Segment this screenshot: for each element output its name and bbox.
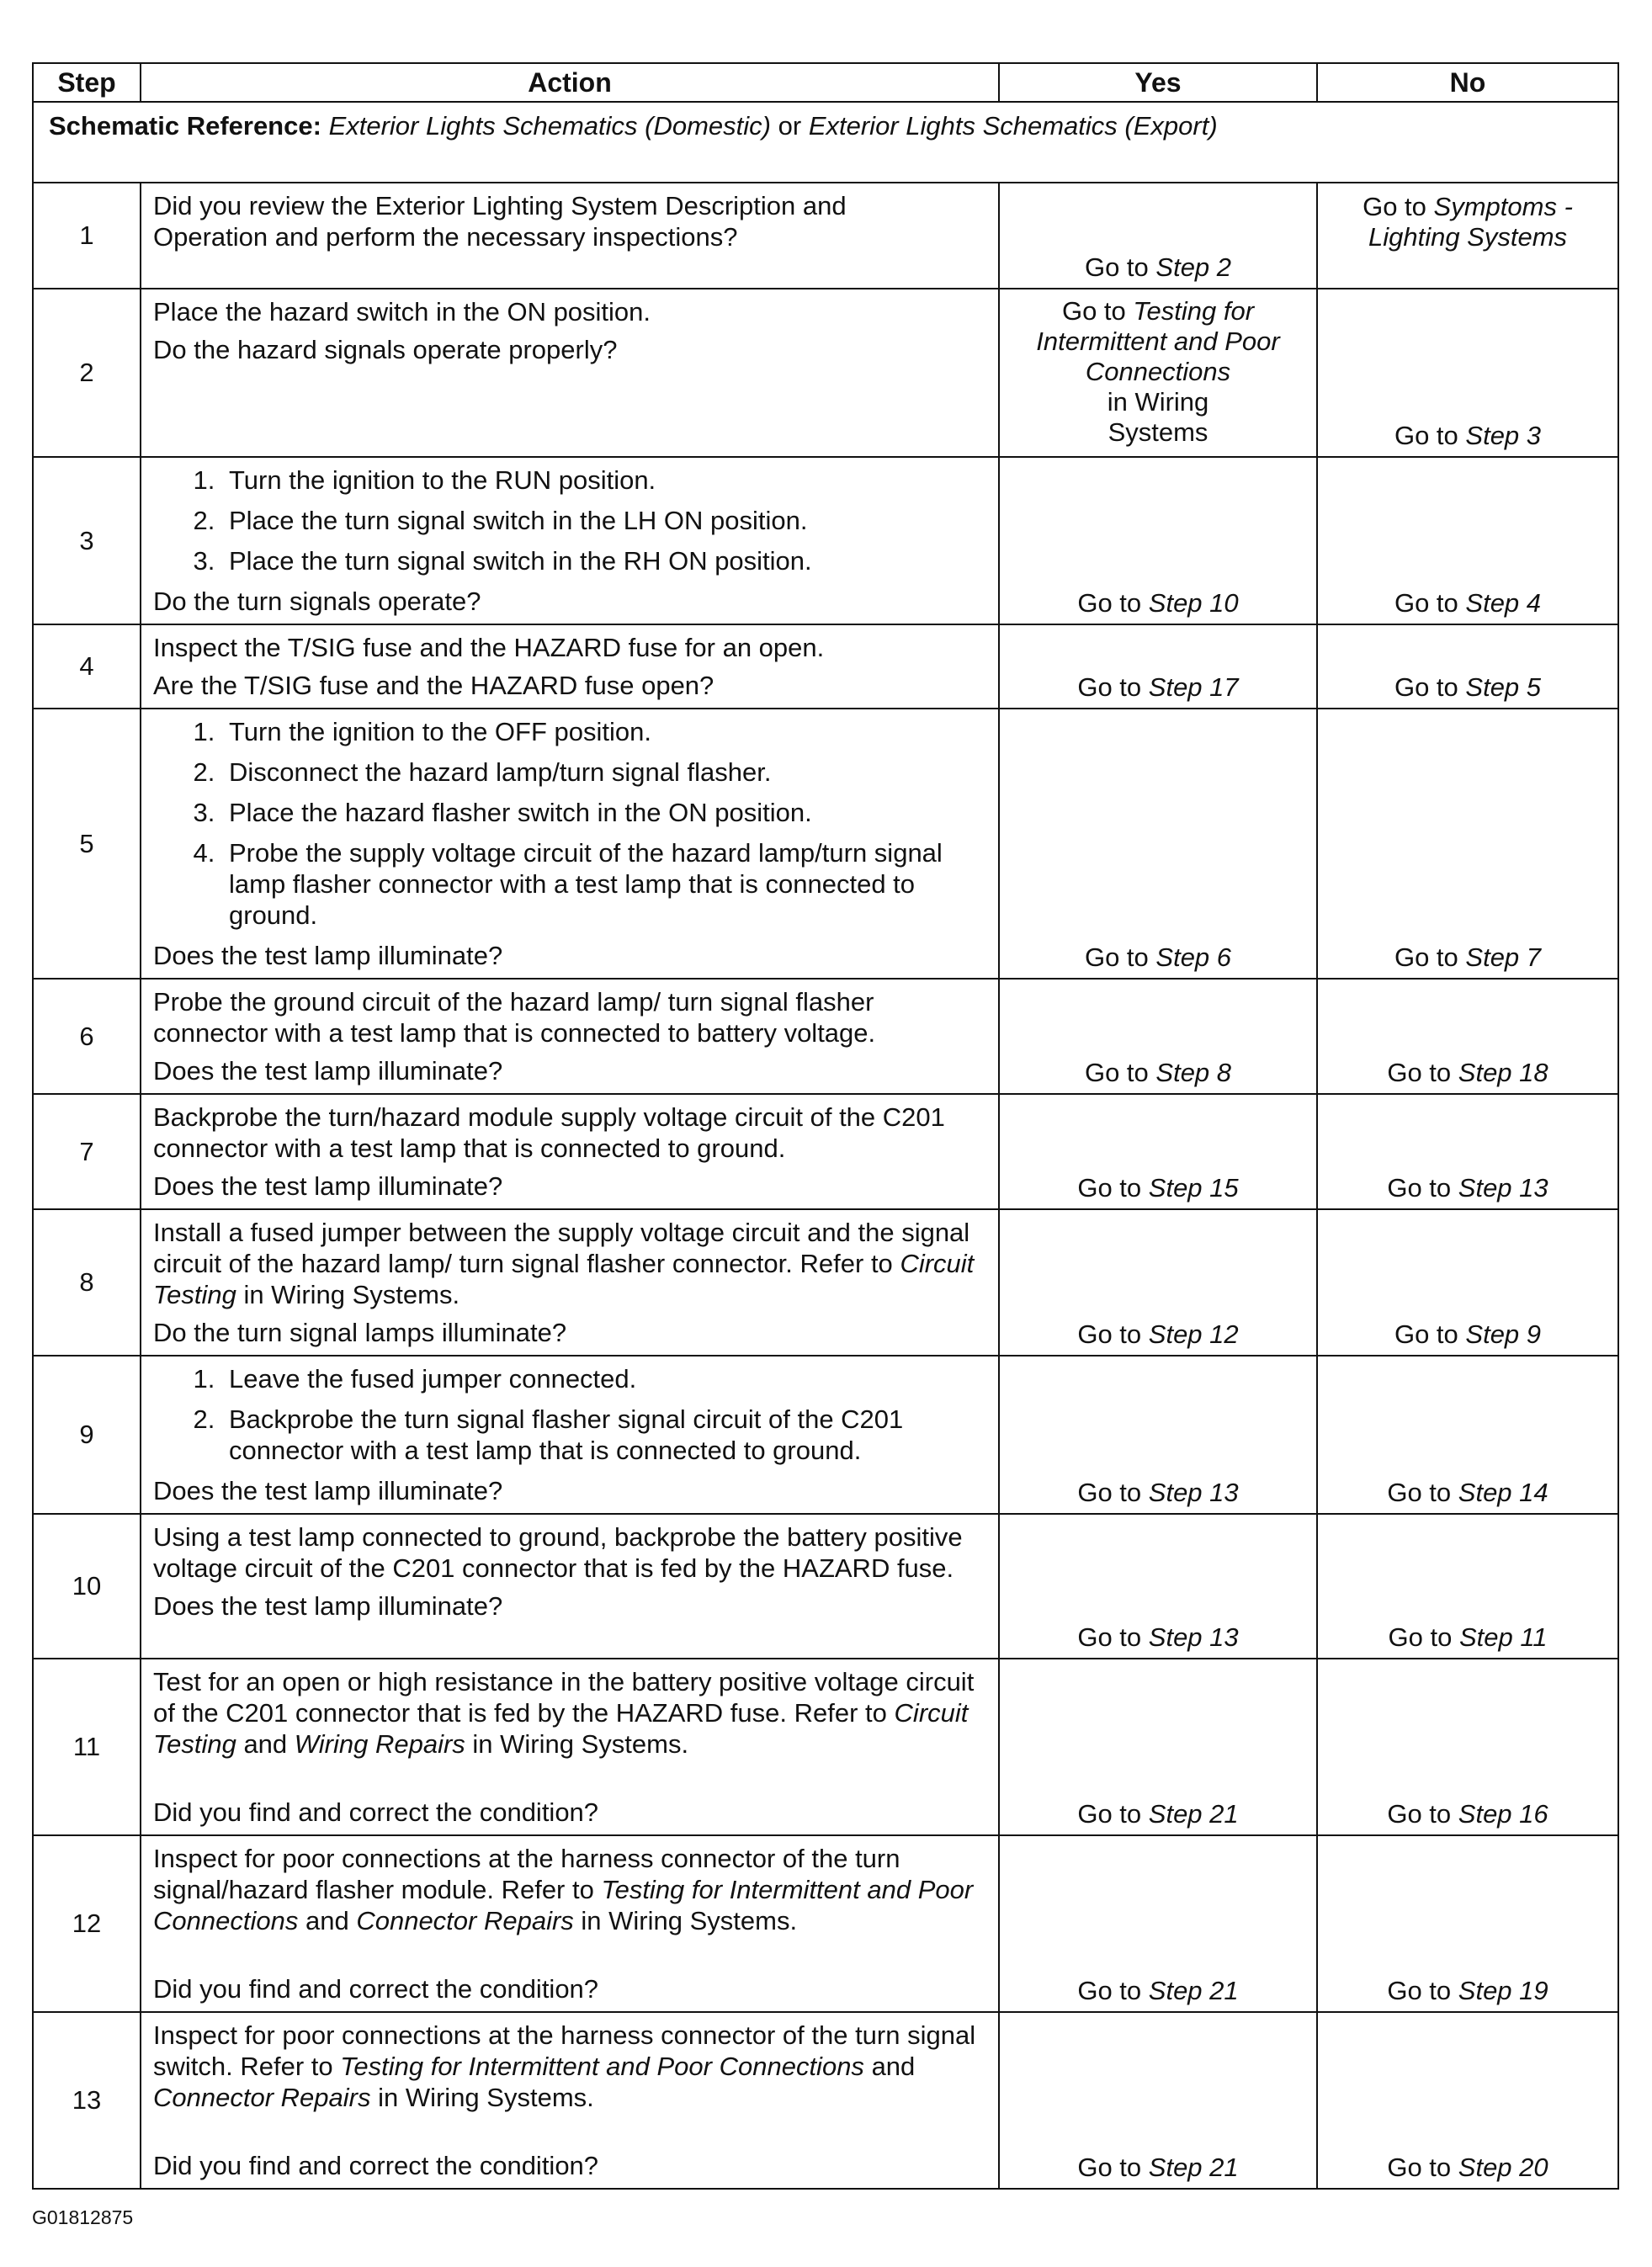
table-row [33,1514,1618,1659]
action-text: Using a test lamp connected to ground, backprobe the battery positive voltage circuit of the C201 connector that is fed by the HAZARD fuse. [153,1522,963,1583]
testing-link[interactable]: Testing for Intermittent and Poor Connections [340,2052,864,2081]
step-link[interactable]: Step 21 [1148,1799,1239,1829]
header-yes: Yes [999,63,1317,102]
action-cell: Install a fused jumper between the supply voltage circuit and the signal circuit of the hazard lamp/ turn signal flasher connector. Refer to Circuit Testing in Wiring Systems. Do the turn signal lamps illuminate? [141,1209,999,1356]
header-no: No [1317,63,1618,102]
diagnostic-table [32,62,1619,2190]
yes-cell: Go to Step 12 [999,1209,1317,1356]
step-link[interactable]: Step 9 [1465,1319,1542,1349]
action-cell [141,709,999,979]
header-row [33,63,1618,102]
substep: 1. Turn the ignition to the RUN position. [222,465,986,496]
substep: 1. Turn the ignition to the OFF position. [222,716,986,747]
step-link[interactable]: Step 15 [1148,1173,1239,1203]
step-link[interactable]: Step 10 [1148,588,1239,618]
step-number: 1 [33,183,141,289]
action-cell [141,1356,999,1514]
header-action: Action [141,63,999,102]
step-link[interactable]: Step 13 [1458,1173,1548,1203]
no-cell: Go to Step 5 [1317,624,1618,709]
connector-repairs-link[interactable]: Connector Repairs [356,1906,574,1935]
substep-list [153,716,986,931]
table-row [33,624,1618,709]
yes-cell: Go to Step 21 [999,1659,1317,1835]
step-link[interactable]: Step 13 [1148,1622,1239,1652]
step-link[interactable]: Step 21 [1148,2153,1239,2182]
step-link[interactable]: Step 5 [1465,672,1542,702]
action-text: Backprobe the turn/hazard module supply voltage circuit of the C201 connector with a test lamp that is connected to ground. [153,1102,945,1163]
yes-cell: Go to Step 21 [999,1835,1317,2012]
step-link[interactable]: Step 6 [1155,942,1232,972]
question-text: Does the test lamp illuminate? [153,1056,503,1086]
step-link[interactable]: Step 18 [1458,1058,1548,1087]
circuit-testing-link[interactable]: Circuit Testing [153,1698,969,1759]
schematic-row [33,102,1618,183]
action-text: Inspect the T/SIG fuse and the HAZARD fuse for an open. [153,633,825,662]
table-row [33,2012,1618,2189]
step-link[interactable]: Step 12 [1148,1319,1239,1349]
yes-cell: Go to Step 13 [999,1356,1317,1514]
table-row [33,183,1618,289]
testing-link[interactable]: Connections [1085,357,1231,386]
action-cell [141,979,999,1094]
yes-cell: Go to Step 15 [999,1094,1317,1209]
schematic-label: Schematic Reference: [49,111,321,141]
action-text: Did you review the Exterior Lighting System Description and [153,191,847,220]
yes-cell: Go to Step 8 [999,979,1317,1094]
step-number: 2 [33,289,141,457]
question-text: Does the test lamp illuminate? [153,1171,503,1201]
no-cell: Go to Step 18 [1317,979,1618,1094]
yes-cell: Go to Step 6 [999,709,1317,979]
substep: 2. Backprobe the turn signal flasher signal circuit of the C201 connector with a test lamp that is connected to ground. [222,1404,986,1466]
question-text: Did you find and correct the condition? [153,1797,599,1827]
symptoms-link[interactable]: Symptoms - [1433,192,1573,221]
table-row [33,709,1618,979]
yes-cell: Go to Step 2 [999,183,1317,289]
action-cell [141,1094,999,1209]
step-number: 6 [33,979,141,1094]
figure-id: G01812875 [32,2206,134,2228]
schematic-ref-export: Exterior Lights Schematics (Export) [808,111,1218,141]
step-number: 3 [33,457,141,624]
yes-cell: Go to Step 17 [999,624,1317,709]
testing-link[interactable]: Intermittent and Poor [1036,327,1280,356]
table-row [33,1659,1618,1835]
step-link[interactable]: Step 13 [1148,1478,1239,1507]
symptoms-link[interactable]: Lighting Systems [1368,222,1568,252]
step-number: 4 [33,624,141,709]
no-cell: Go to Step 3 [1317,289,1618,457]
step-link[interactable]: Step 8 [1155,1058,1232,1087]
action-text: Inspect for poor connections at the harness connector of the turn signal/hazard flasher module. [153,1844,900,1904]
substep-list [153,465,986,576]
table-row [33,457,1618,624]
question-text: Did you find and correct the condition? [153,1974,599,2004]
yes-cell: Go to Step 13 [999,1514,1317,1659]
action-text: Place the hazard switch in the ON position. [153,297,651,327]
no-cell: Go to Step 16 [1317,1659,1618,1835]
question-text: Do the turn signal lamps illuminate? [153,1318,567,1347]
step-link[interactable]: Step 11 [1458,1622,1548,1652]
substep-list [153,1363,986,1466]
no-cell: Go to Step 7 [1317,709,1618,979]
no-cell: Go to Step 9 [1317,1209,1618,1356]
schematic-or: or [778,111,802,141]
step-number: 5 [33,709,141,979]
testing-link[interactable]: Testing for [1133,296,1255,326]
table-row [33,1835,1618,2012]
action-cell: Inspect for poor connections at the harness connector of the turn signal switch. Refer to Testing for Intermittent and Poor Connections and Connector Repairs in Wiring Systems. Did you find and correct the condition? [141,2012,999,2189]
action-text: Operation and perform the necessary inspections? [153,222,738,252]
substep: 2. Place the turn signal switch in the LH ON position. [222,505,986,536]
circuit-testing-link[interactable]: Circuit Testing [153,1249,975,1309]
action-text: Test for an open or high resistance in the battery positive voltage circuit of the C201 connector that is fed by the HAZARD fuse. [153,1667,975,1728]
step-link[interactable]: Step 17 [1148,672,1239,702]
no-cell: Go to Step 14 [1317,1356,1618,1514]
connector-repairs-link[interactable]: Connector Repairs [153,2083,371,2112]
substep: 3. Place the turn signal switch in the RH ON position. [222,545,986,576]
no-cell: Go to Step 19 [1317,1835,1618,2012]
substep: 4. Probe the supply voltage circuit of the hazard lamp/turn signal lamp flasher connector with a test lamp that is connected to ground. [222,837,986,931]
testing-link[interactable]: Testing for Intermittent and Poor Connections [153,1875,974,1935]
no-cell: Go to Step 13 [1317,1094,1618,1209]
step-number: 9 [33,1356,141,1514]
table-row [33,289,1618,457]
question-text: Do the turn signals operate? [153,587,481,616]
header-step: Step [33,63,141,102]
step-link[interactable]: Step 2 [1155,252,1232,282]
step-link[interactable]: Step 21 [1148,1976,1239,2005]
question-text: Did you find and correct the condition? [153,2151,599,2180]
action-text: Probe the ground circuit of the hazard lamp/ turn signal flasher connector with a test lamp that is connected to battery voltage. [153,987,876,1048]
action-text: Install a fused jumper between the supply voltage circuit and the signal circuit of the hazard lamp/ turn signal flasher connector. [153,1218,970,1278]
step-number: 7 [33,1094,141,1209]
question-text: Are the T/SIG fuse and the HAZARD fuse open? [153,671,714,700]
step-link[interactable]: Step 3 [1465,421,1542,450]
table-row [33,1356,1618,1514]
action-cell [141,457,999,624]
question-text: Does the test lamp illuminate? [153,941,503,970]
step-link[interactable]: Step 4 [1465,588,1542,618]
question-text: Do the hazard signals operate properly? [153,335,618,364]
action-cell: Test for an open or high resistance in the battery positive voltage circuit of the C201 connector that is fed by the HAZARD fuse. Refer to Circuit Testing and Wiring Repairs in Wiring Systems. Did you find and correct the condition? [141,1659,999,1835]
wiring-repairs-link[interactable]: Wiring Repairs [294,1729,465,1759]
step-number: 13 [33,2012,141,2189]
table-row [33,1209,1618,1356]
substep: 2. Disconnect the hazard lamp/turn signal flasher. [222,757,986,788]
yes-cell: Go to Step 21 [999,2012,1317,2189]
step-number: 12 [33,1835,141,2012]
action-cell [141,1514,999,1659]
step-number: 11 [33,1659,141,1835]
action-cell [141,624,999,709]
step-link[interactable]: Step 20 [1458,2153,1548,2182]
no-cell: Go to Symptoms - Lighting Systems [1317,183,1618,289]
step-link[interactable]: Step 19 [1458,1976,1548,2005]
substep: 3. Place the hazard flasher switch in the ON position. [222,797,986,828]
no-cell: Go to Step 20 [1317,2012,1618,2189]
step-number: 8 [33,1209,141,1356]
substep: 1. Leave the fused jumper connected. [222,1363,986,1394]
yes-cell: Go to Testing for Intermittent and Poor Connections in Wiring Systems [999,289,1317,457]
question-text: Does the test lamp illuminate? [153,1476,503,1505]
step-link[interactable]: Step 14 [1458,1478,1548,1507]
no-cell: Go to Step 11 [1317,1514,1618,1659]
table-row [33,1094,1618,1209]
step-number: 10 [33,1514,141,1659]
action-text: Inspect for poor connections at the harness connector of the turn signal switch. [153,2020,976,2081]
action-cell [141,183,999,289]
schematic-reference [33,102,1618,183]
step-link[interactable]: Step 7 [1465,942,1542,972]
yes-cell: Go to Step 10 [999,457,1317,624]
action-cell [141,289,999,457]
no-cell: Go to Step 4 [1317,457,1618,624]
action-cell: Inspect for poor connections at the harness connector of the turn signal/hazard flasher module. Refer to Testing for Intermittent and Poor Connections and Connector Repairs in Wiring Systems. Did you find and correct the condition? [141,1835,999,2012]
table-row [33,979,1618,1094]
question-text: Does the test lamp illuminate? [153,1591,503,1621]
step-link[interactable]: Step 16 [1458,1799,1548,1829]
schematic-ref-domestic: Exterior Lights Schematics (Domestic) [328,111,771,141]
